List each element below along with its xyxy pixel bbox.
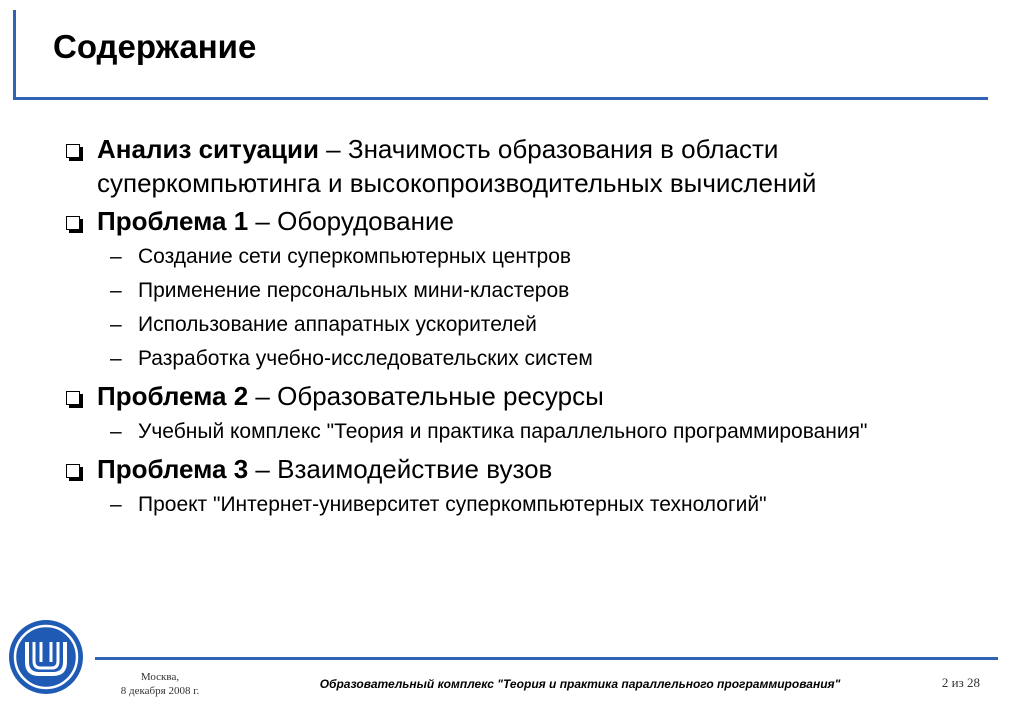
item-text: – Образовательные ресурсы — [248, 381, 604, 411]
item-heading: Анализ ситуации — [97, 134, 319, 164]
item-text: – Значимость образования в области суперкомпьютинга и высокопроизводительных вычислений — [97, 134, 817, 198]
checkbox-bullet-icon — [66, 464, 80, 478]
sub-list-item — [60, 277, 1000, 304]
item-text: – Оборудование — [248, 206, 454, 236]
dash-bullet: – — [110, 493, 122, 516]
dash-bullet: – — [110, 420, 122, 443]
sub-item-text: Разработка учебно-исследовательских систем — [138, 347, 593, 370]
sub-item-text: Проект "Интернет-университет суперкомпьютерных технологий" — [138, 493, 767, 516]
footer-location-date — [95, 670, 225, 698]
list-item — [60, 132, 1000, 200]
item-heading: Проблема 3 — [97, 454, 249, 484]
sub-list-item — [60, 491, 1000, 518]
sub-item-text: Создание сети суперкомпьютерных центров — [138, 245, 572, 268]
dash-bullet: – — [110, 313, 122, 336]
footer-date: 8 декабря 2008 г. — [120, 685, 200, 697]
checkbox-bullet-icon — [66, 216, 80, 230]
content-list — [60, 132, 1000, 525]
list-item — [60, 379, 1000, 413]
title-underline — [13, 97, 988, 100]
sub-list-item — [60, 345, 1000, 372]
footer-city: Москва, — [140, 671, 180, 683]
slide-title: Содержание — [53, 28, 257, 65]
sub-list-item — [60, 418, 1000, 445]
dash-bullet: – — [110, 347, 122, 370]
checkbox-bullet-icon — [66, 144, 80, 158]
footer-divider — [95, 657, 998, 660]
unn-logo-icon — [7, 618, 85, 696]
sub-item-text: Учебный комплекс "Теория и практика параллельного программирования" — [138, 420, 868, 443]
item-heading: Проблема 2 — [97, 381, 249, 411]
item-text: – Взаимодействие вузов — [248, 454, 553, 484]
dash-bullet: – — [110, 245, 122, 268]
sub-list-item — [60, 243, 1000, 270]
dash-bullet: – — [110, 279, 122, 302]
item-heading: Проблема 1 — [97, 206, 249, 236]
list-item — [60, 452, 1000, 486]
footer-course-title: Образовательный комплекс "Теория и практика параллельного программирования" — [319, 677, 841, 691]
sub-item-text: Использование аппаратных ускорителей — [138, 313, 537, 336]
sub-item-text: Применение персональных мини-кластеров — [138, 279, 570, 302]
sub-list-item — [60, 311, 1000, 338]
page-number: 2 из 28 — [941, 675, 980, 690]
list-item — [60, 204, 1000, 238]
checkbox-bullet-icon — [66, 391, 80, 405]
title-accent-bar — [13, 10, 16, 100]
